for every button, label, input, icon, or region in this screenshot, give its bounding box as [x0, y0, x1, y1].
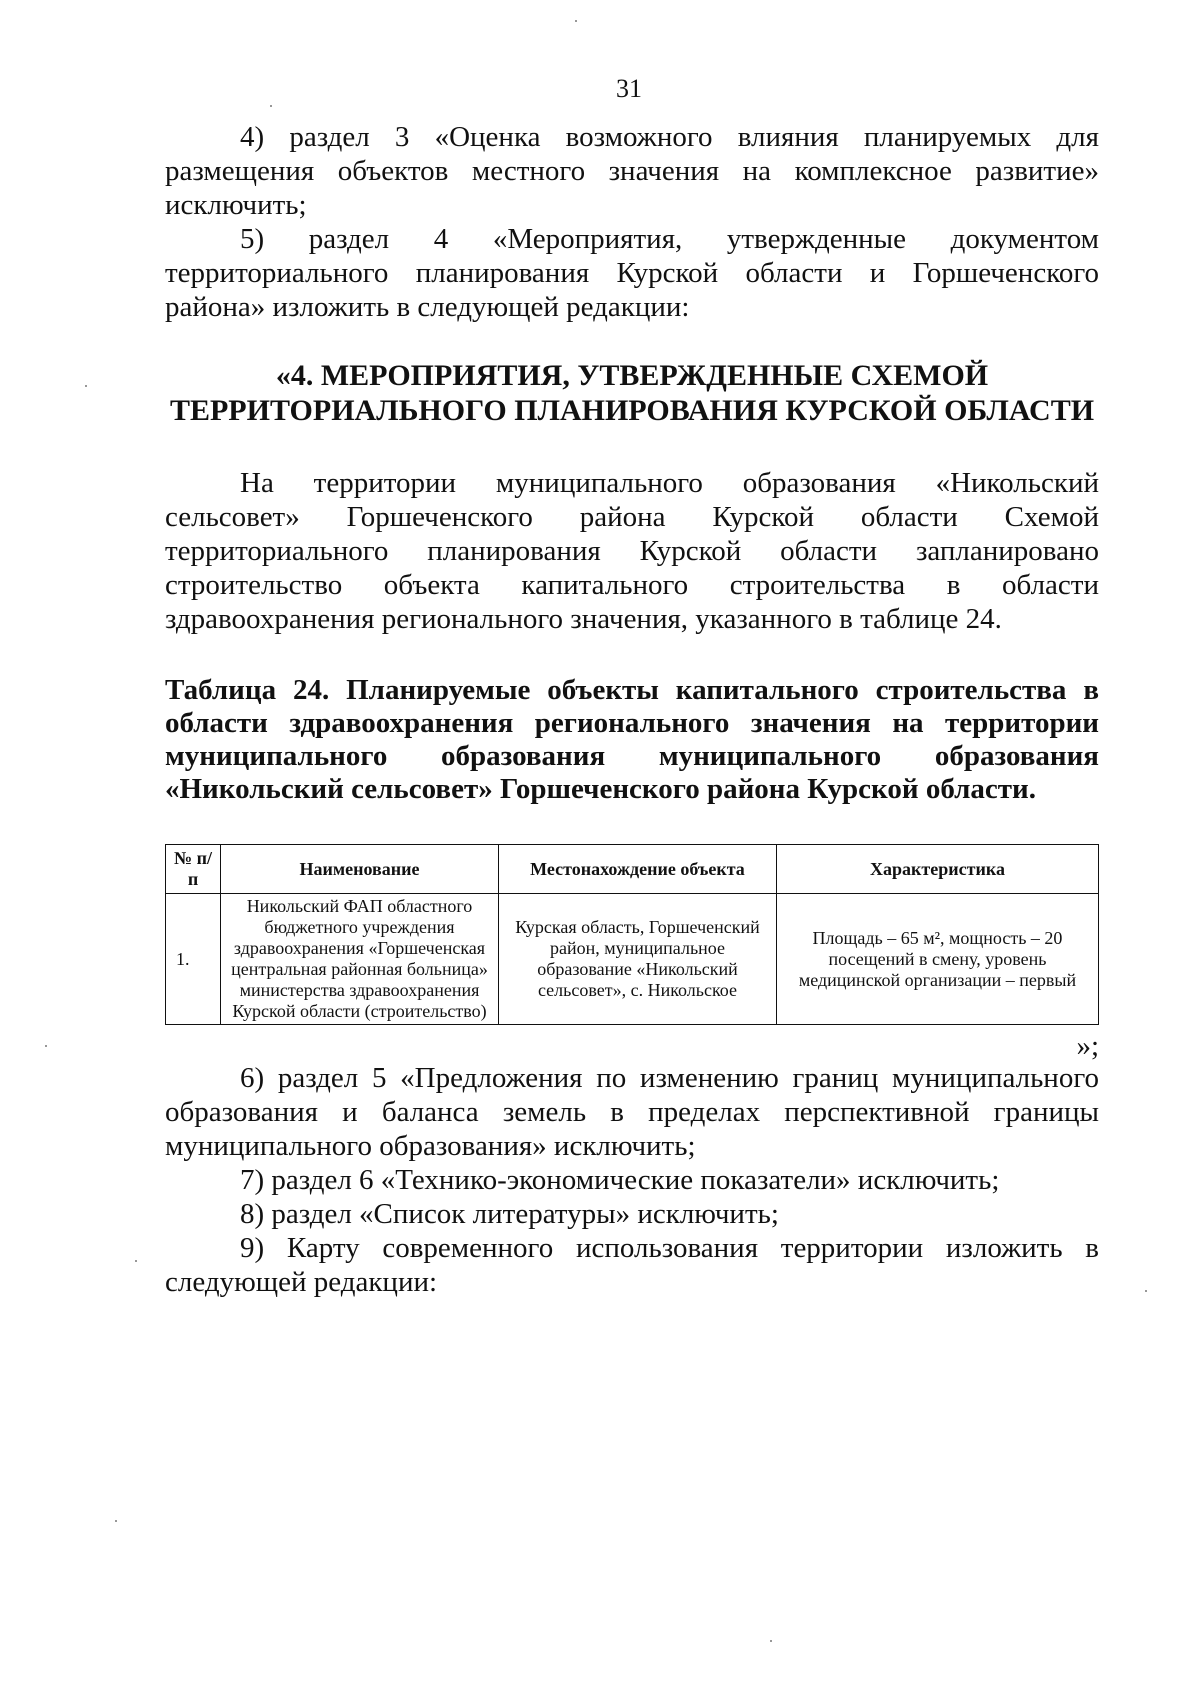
- table-row: [166, 894, 1099, 1025]
- scan-speck: [45, 1045, 47, 1047]
- section-text: На территории муниципального образования «Никольский сельсовет» Горшеченского района Курской области Схемой территориального планирования Курской области запланировано строительство объекта капитального строительства в области здравоохранения регионального значения, указанного в таблице 24.: [165, 467, 1099, 635]
- objects-table: [165, 844, 1099, 1025]
- scan-speck: [115, 1520, 117, 1522]
- cell-location: Курская область, Горшеченский район, муниципальное образование «Никольский сельсовет», с. Никольское: [499, 894, 777, 1025]
- scan-speck: [575, 20, 577, 22]
- header-characteristic: Характеристика: [777, 845, 1099, 894]
- document-body: [165, 120, 1099, 1299]
- scan-speck: [770, 1640, 772, 1642]
- header-name: Наименование: [221, 845, 499, 894]
- scan-speck: [1145, 1290, 1147, 1292]
- scan-speck: [135, 1260, 137, 1262]
- closing-quote: »;: [1076, 1030, 1099, 1062]
- header-num: № п/п: [166, 845, 221, 894]
- paragraph-item-4: 4) раздел 3 «Оценка возможного влияния планируемых для размещения объектов местного значения на комплексное развитие» исключить;: [165, 121, 1099, 221]
- cell-name: Никольский ФАП областного бюджетного учреждения здравоохранения «Горшеченская центральная районная больница» министерства здравоохранения Курской области (строительство): [221, 894, 499, 1025]
- paragraph-item-8: 8) раздел «Список литературы» исключить;: [240, 1198, 779, 1230]
- table-caption: Таблица 24. Планируемые объекты капитального строительства в области здравоохранения регионального значения на территории муниципального образования муниципального образования «Никольский сельсовет» Горшеченского района Курской области.: [165, 674, 1099, 805]
- header-location: Местонахождение объекта: [499, 845, 777, 894]
- section-heading: «4. МЕРОПРИЯТИЯ, УТВЕРЖДЕННЫЕ СХЕМОЙ ТЕРРИТОРИАЛЬНОГО ПЛАНИРОВАНИЯ КУРСКОЙ ОБЛАСТИ: [169, 359, 1095, 427]
- cell-num: 1.: [166, 894, 221, 1025]
- cell-characteristic: Площадь – 65 м², мощность – 20 посещений в смену, уровень медицинской организации – первый: [777, 894, 1099, 1025]
- table-header-row: [166, 845, 1099, 894]
- paragraph-item-6: 6) раздел 5 «Предложения по изменению границ муниципального образования и баланса земель в пределах перспективной границы муниципального образования» исключить;: [165, 1062, 1099, 1162]
- paragraph-item-7: 7) раздел 6 «Технико-экономические показатели» исключить;: [240, 1164, 1000, 1196]
- scan-speck: [85, 385, 87, 387]
- page-number: 31: [616, 74, 642, 103]
- paragraph-item-5: 5) раздел 4 «Мероприятия, утвержденные документом территориального планирования Курской области и Горшеченского района» изложить в следующей редакции:: [165, 223, 1099, 323]
- paragraph-item-9: 9) Карту современного использования территории изложить в следующей редакции:: [165, 1232, 1099, 1298]
- scan-speck: [270, 105, 272, 107]
